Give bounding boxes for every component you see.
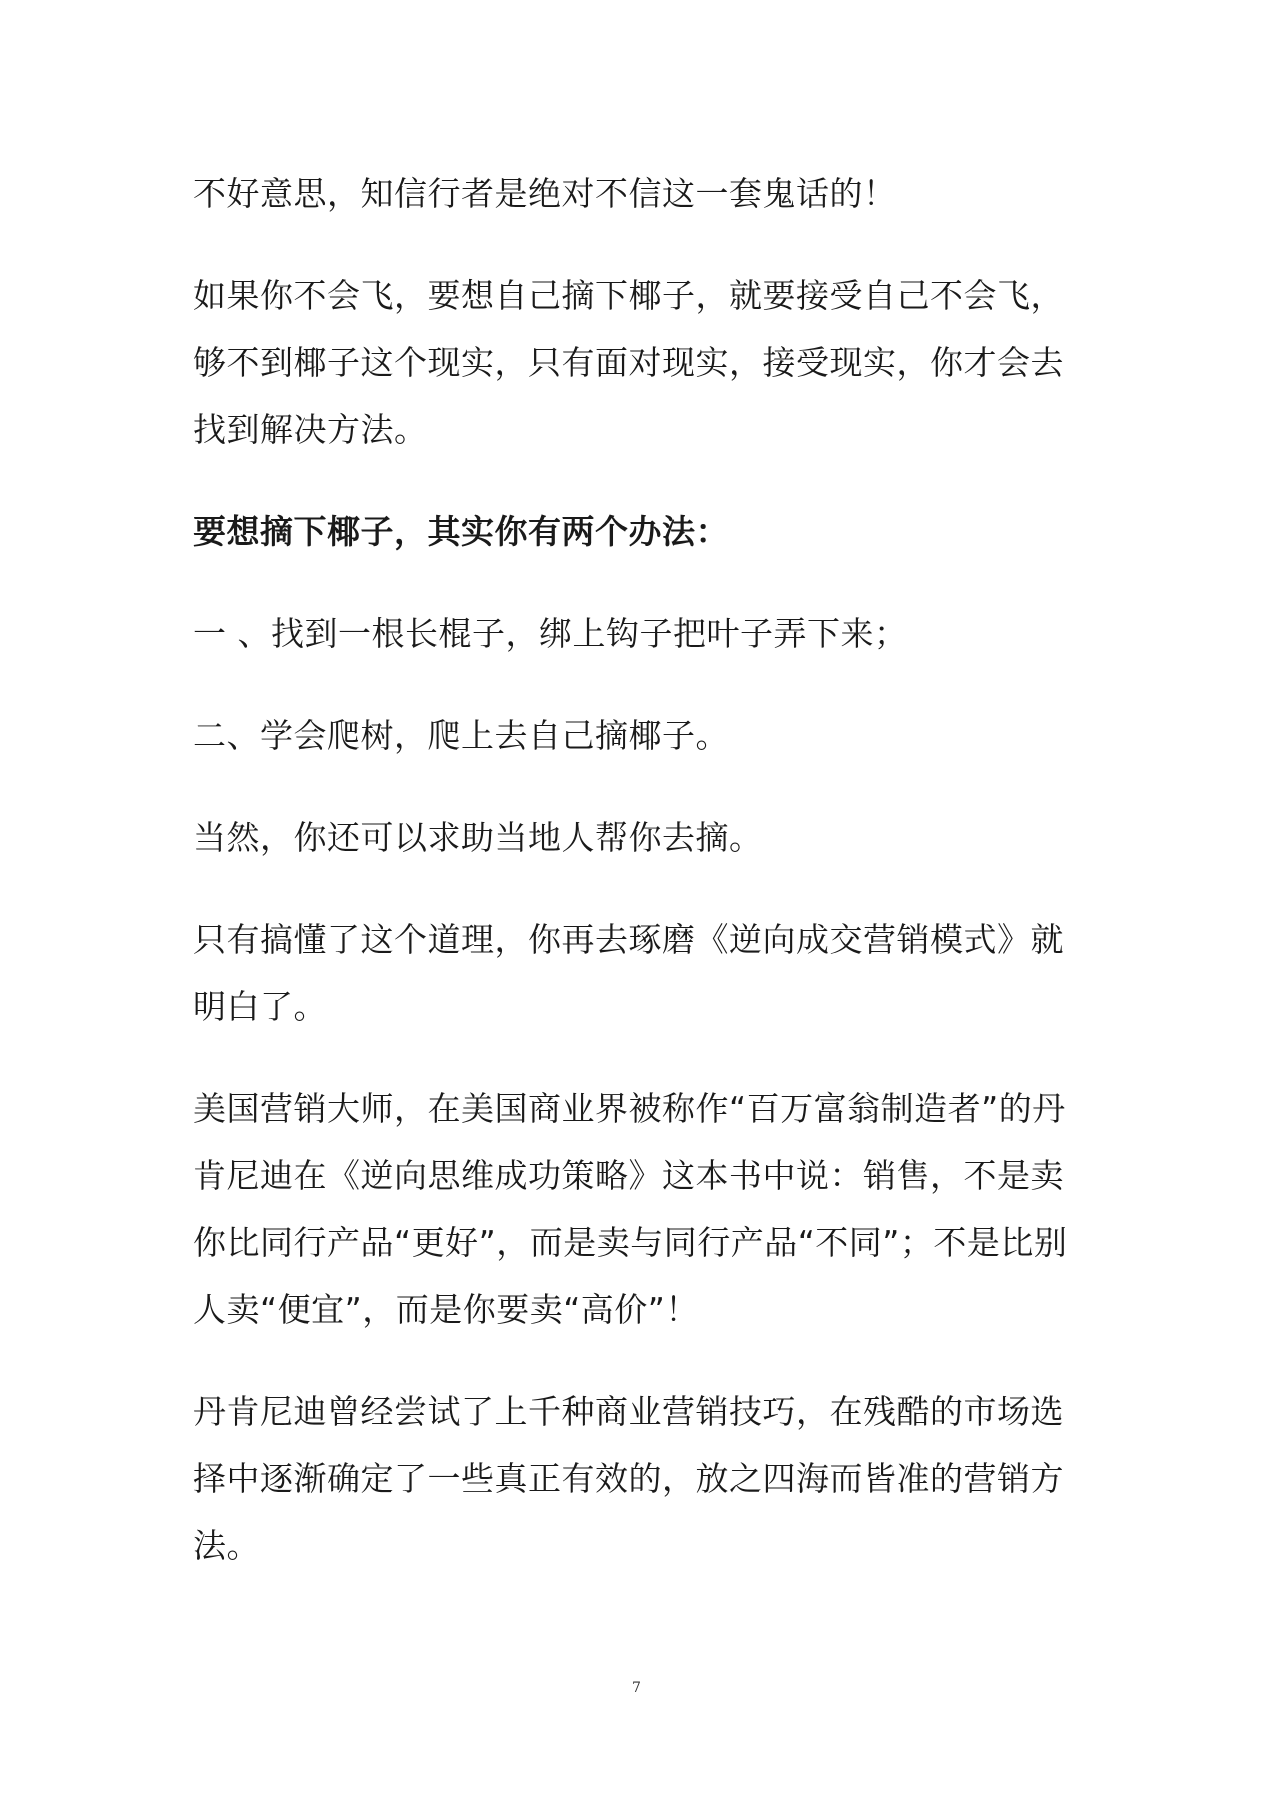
document-body	[193, 160, 1093, 1614]
paragraph-9: 丹肯尼迪曾经尝试了上千种商业营销技巧，在残酷的市场选择中逐渐确定了一些真正有效的，放之四海而皆准的营销方法。	[193, 1392, 1064, 1565]
paragraph-5-method-two: 二、学会爬树，爬上去自己摘椰子。	[193, 716, 729, 755]
paragraph-2: 如果你不会飞，要想自己摘下椰子，就要接受自己不会飞，够不到椰子这个现实，只有面对现实，接受现实，你才会去找到解决方法。	[193, 276, 1064, 449]
paragraph-7: 只有搞懂了这个道理，你再去琢磨《逆向成交营销模式》就明白了。	[193, 920, 1064, 1026]
paragraph-3-heading: 要想摘下椰子，其实你有两个办法：	[193, 512, 729, 551]
paragraph-6: 当然，你还可以求助当地人帮你去摘。	[193, 818, 763, 857]
page-number: 7	[632, 1680, 641, 1696]
paragraph-1: 不好意思，知信行者是绝对不信这一套鬼话的！	[193, 174, 897, 213]
paragraph-8: 美国营销大师，在美国商业界被称作“百万富翁制造者”的丹肯尼迪在《逆向思维成功策略》这本书中说：销售，不是卖你比同行产品“更好”，而是卖与同行产品“不同”；不是比别人卖“便宜”，而是你要卖“高价”！	[193, 1089, 1068, 1329]
paragraph-4-method-one: 一 、找到一根长棍子，绑上钩子把叶子弄下来；	[193, 614, 908, 653]
